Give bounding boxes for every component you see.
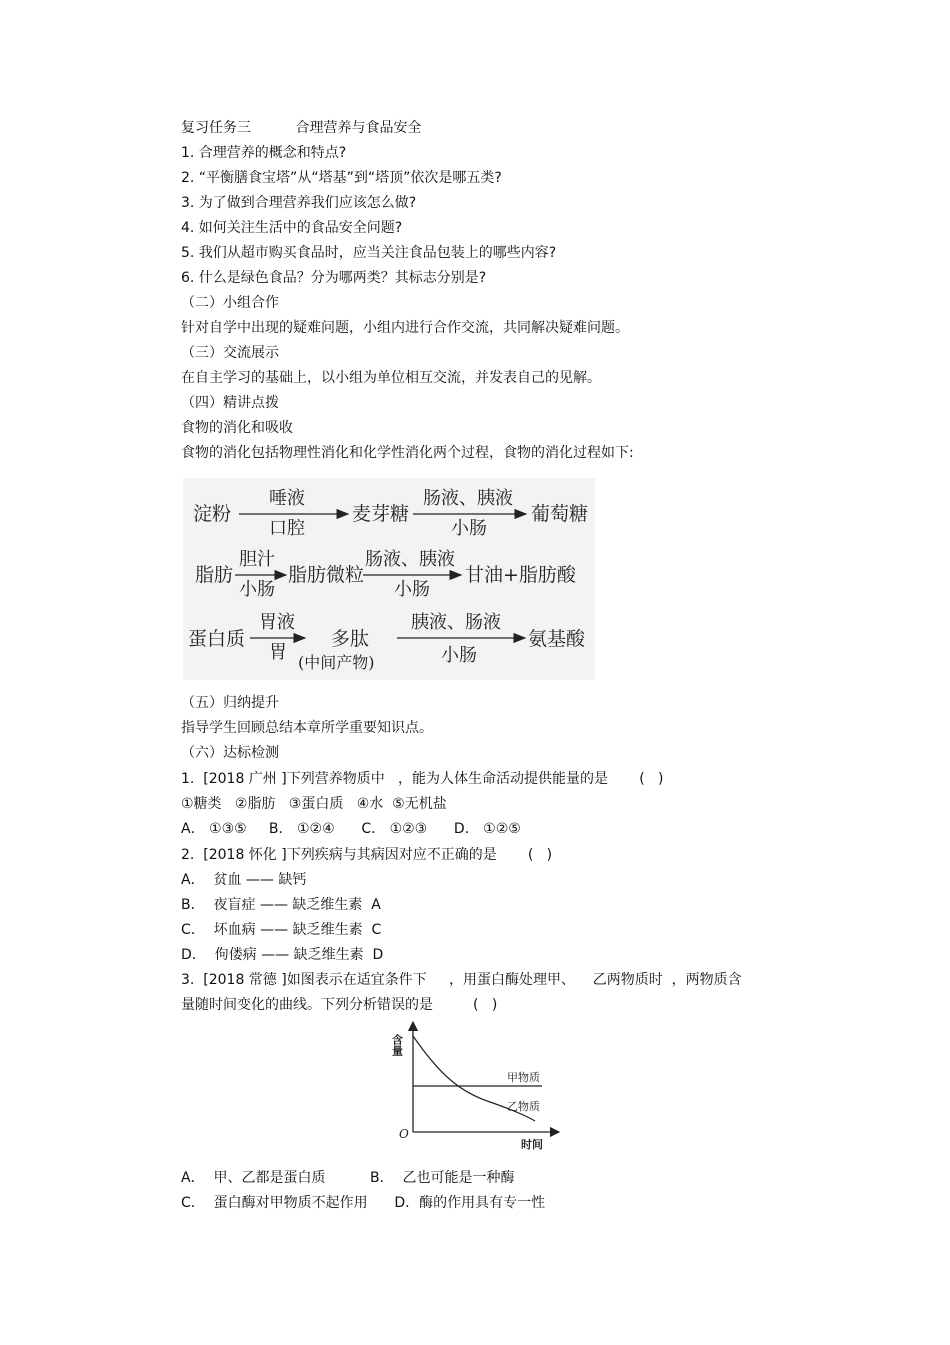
question-line: 4. 如何关注生活中的食品安全问题? (181, 220, 403, 236)
row3-below2: 小肠 (441, 645, 477, 666)
row2-above2: 肠液、胰液 (365, 549, 455, 570)
question-stem: 3. [2018 常德 ]如图表示在适宜条件下 ，用蛋白酶处理甲、 乙两物质时 ，两物质含 (181, 972, 742, 988)
answer-option: C． 坏血病 —— 缺乏维生素 C (181, 922, 382, 938)
row3-end: 氨基酸 (528, 628, 586, 650)
section-title: 复习任务三 合理营养与食品安全 (181, 120, 422, 136)
row1-mid: 麦芽糖 (352, 503, 410, 525)
row3-above2: 胰液、肠液 (411, 612, 501, 633)
question-line: 1. 合理营养的概念和特点? (181, 145, 347, 161)
question-items: ①糖类 ②脂肪 ③蛋白质 ④水 ⑤无机盐 (181, 796, 447, 812)
answer-option: D． 佝偻病 —— 缺乏维生素 D (181, 947, 384, 963)
series-yi-label: 乙物质 (507, 1100, 540, 1113)
row1-start: 淀粉 (193, 503, 232, 525)
question-line: 5. 我们从超市购买食品时，应当关注食品包装上的哪些内容? (181, 245, 557, 261)
paragraph: 指导学生回顾总结本章所学重要知识点。 (181, 720, 433, 736)
y-axis-label: 含量 (390, 1034, 404, 1056)
series-jia-label: 甲物质 (507, 1071, 540, 1084)
question-stem: 1. [2018 广州 ]下列营养物质中 ，能为人体生命活动提供能量的是 ( ) (181, 771, 664, 787)
row3-mid: 多肽 (331, 628, 370, 650)
section-heading: （二）小组合作 (181, 295, 279, 311)
row2-mid: 脂肪微粒 (288, 564, 365, 586)
row1-below1: 口腔 (269, 518, 305, 539)
row3-start: 蛋白质 (188, 628, 246, 650)
row2-below1: 小肠 (239, 579, 275, 600)
question-stem: 量随时间变化的曲线。下列分析错误的是 ( ) (181, 997, 498, 1013)
section-heading: （三）交流展示 (181, 345, 279, 361)
question-line: 2. “平衡膳食宝塔”从“塔基”到“塔顶”依次是哪五类? (181, 170, 502, 186)
row2-below2: 小肠 (394, 579, 430, 600)
section-heading: （六）达标检测 (181, 745, 279, 761)
paragraph: 针对自学中出现的疑难问题，小组内进行合作交流，共同解决疑难问题。 (181, 320, 629, 336)
row3-mid-note: (中间产物) (298, 653, 375, 672)
row1-above1: 唾液 (269, 488, 305, 509)
paragraph: 在自主学习的基础上，以小组为单位相互交流，并发表自己的见解。 (181, 370, 601, 386)
row2-end: 甘油+脂肪酸 (465, 564, 576, 586)
row3-below1: 胃 (269, 642, 287, 663)
answer-option: A． 贫血 —— 缺钙 (181, 872, 307, 888)
enzyme-chart (385, 1020, 560, 1159)
digestion-diagram (183, 478, 595, 680)
answer-option: B． 夜盲症 —— 缺乏维生素 A (181, 897, 381, 913)
section-heading: （五）归纳提升 (181, 695, 279, 711)
row1-below2: 小肠 (451, 518, 487, 539)
answer-options: C． 蛋白酶对甲物质不起作用 D．酶的作用具有专一性 (181, 1195, 546, 1211)
answer-options: A． 甲、乙都是蛋白质 B． 乙也可能是一种酶 (181, 1170, 515, 1186)
row1-end: 葡萄糖 (531, 503, 589, 525)
row2-above1: 胆汁 (239, 549, 275, 570)
question-line: 3. 为了做到合理营养我们应该怎么做? (181, 195, 417, 211)
origin-label: O (399, 1127, 409, 1141)
answer-options: A． ①③⑤ B． ①②④ C． ①②③ D． ①②⑤ (181, 821, 521, 837)
row2-start: 脂肪 (195, 564, 234, 586)
row3-above1: 胃液 (259, 612, 295, 633)
row1-above2: 肠液、胰液 (423, 488, 513, 509)
question-line: 6. 什么是绿色食品？分为哪两类？其标志分别是? (181, 270, 487, 286)
subheading: 食物的消化和吸收 (181, 420, 293, 436)
question-stem: 2. [2018 怀化 ]下列疾病与其病因对应不正确的是 ( ) (181, 847, 553, 863)
paragraph: 食物的消化包括物理性消化和化学性消化两个过程，食物的消化过程如下: (181, 445, 634, 461)
section-heading: （四）精讲点拨 (181, 395, 279, 411)
x-axis-label: 时间 (521, 1138, 543, 1151)
